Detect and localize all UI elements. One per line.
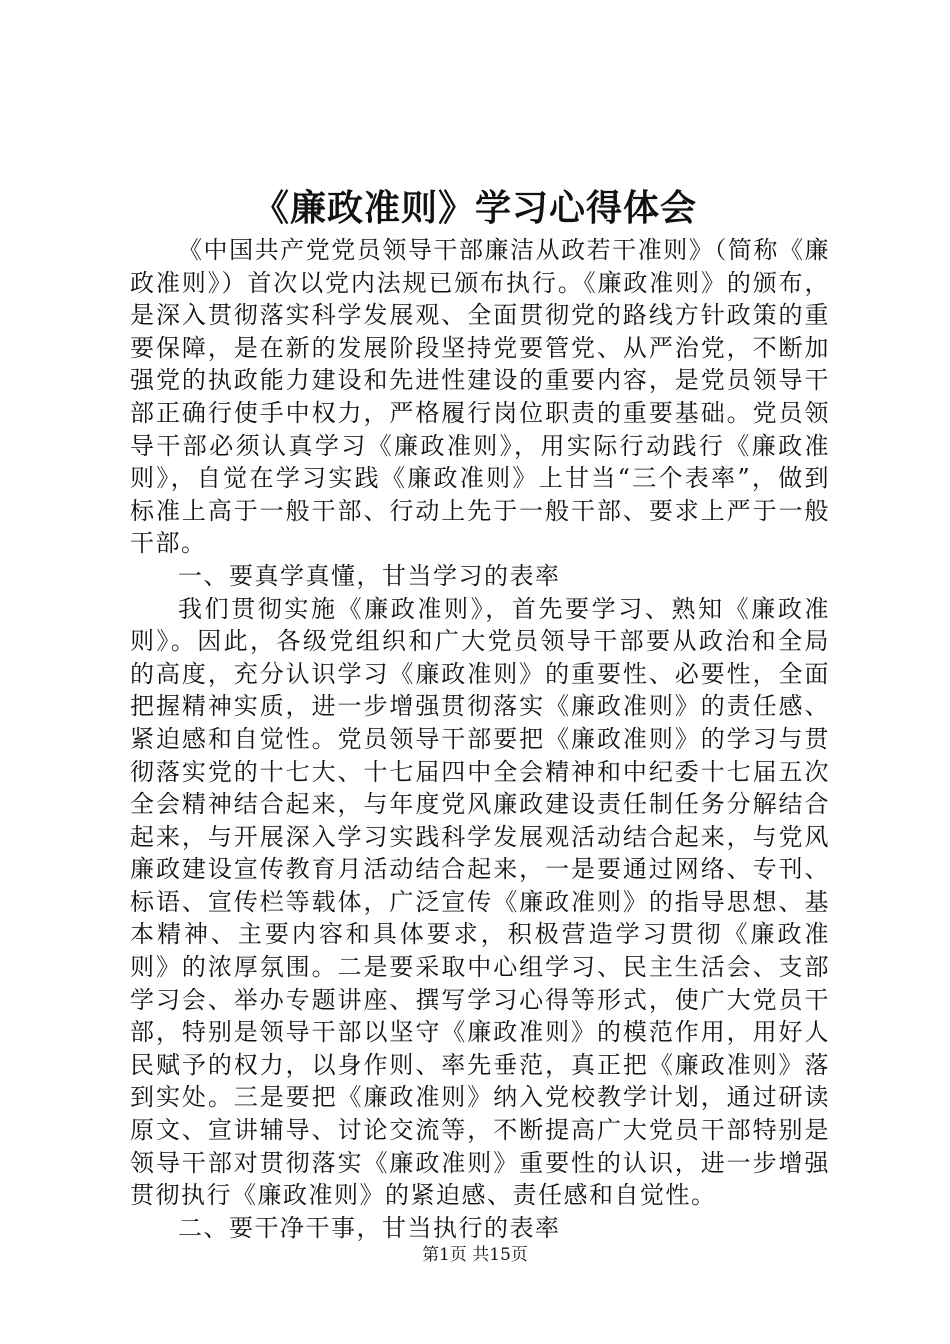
section-1-paragraph: 我们贯彻实施《廉政准则》，首先要学习、熟知《廉政准则》。因此，各级党组织和广大党员领导干部要从政治和全局的高度，充分认识学习《廉政准则》的重要性、必要性，全面把握精神实质，进一步增强贯彻落实《廉政准则》的责任感、紧迫感和自觉性。党员领导干部要把《廉政准则》的学习与贯彻落实党的十七大、十七届四中全会精神和中纪委十七届五次全会精神结合起来，与年度党风廉政建设责任制任务分解结合起来，与开展深入学习实践科学发展观活动结合起来，与党风廉政建设宣传教育月活动结合起来，一是要通过网络、专刊、标语、宣传栏等载体，广泛宣传《廉政准则》的指导思想、基本精神、主要内容和具体要求，积极营造学习贯彻《廉政准则》的浓厚氛围。二是要采取中心组学习、民主生活会、支部学习会、举办专题讲座、撰写学习心得等形式，使广大党员干部，特别是领导干部以坚守《廉政准则》的模范作用，用好人民赋予的权力，以身作则、率先垂范，真正把《廉政准则》落到实处。三是要把《廉政准则》纳入党校教学计划，通过研读原文、宣讲辅导、讨论交流等，不断提高广大党员干部特别是领导干部对贯彻落实《廉政准则》重要性的认识，进一步增强贯彻执行《廉政准则》的紧迫感、责任感和自觉性。 xyxy=(130,594,830,1210)
section-heading-1: 一、要真学真懂，甘当学习的表率 xyxy=(178,561,561,590)
document-body xyxy=(130,234,830,1244)
intro-paragraph: 《中国共产党党员领导干部廉洁从政若干准则》（简称《廉政准则》）首次以党内法规已颁布执行。《廉政准则》的颁布，是深入贯彻落实科学发展观、全面贯彻党的路线方针政策的重要保障，是在新的发展阶段坚持党要管党、从严治党，不断加强党的执政能力建设和先进性建设的重要内容，是党员领导干部正确行使手中权力，严格履行岗位职责的重要基础。党员领导干部必须认真学习《廉政准则》，用实际行动践行《廉政准则》，自觉在学习实践《廉政准则》上甘当“三个表率”，做到标准上高于一般干部、行动上先于一般干部、要求上严于一般干部。 xyxy=(130,236,830,558)
document-title: 《廉政准则》学习心得体会 xyxy=(252,187,697,229)
page-footer: 第1页 共15页 xyxy=(422,1245,528,1265)
section-heading-2: 二、要干净干事，甘当执行的表率 xyxy=(178,1213,561,1242)
